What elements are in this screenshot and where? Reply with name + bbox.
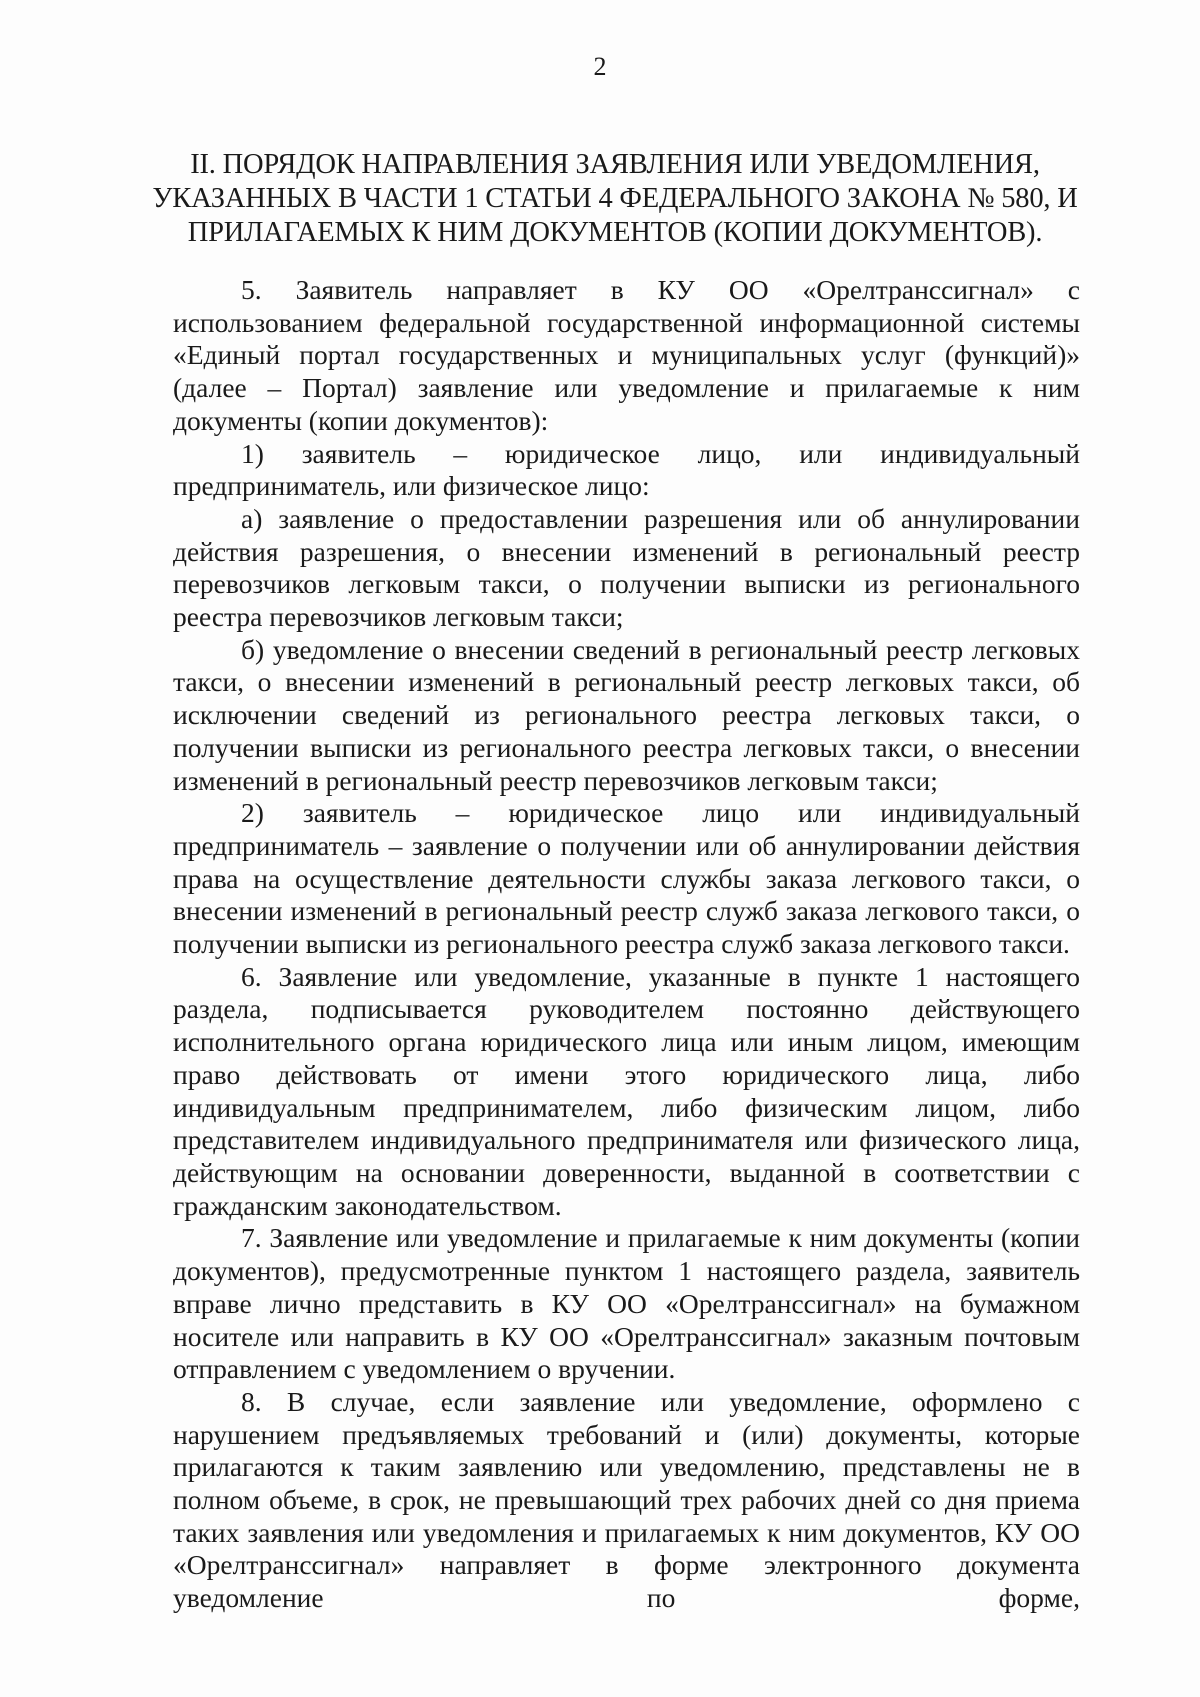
paragraph-5-1-b: б) уведомление о внесении сведений в региональный реестр легковых такси, о внесении изменений в региональный реестр легковых такси, об исключении сведений из регионального реестра легковых такси, о получении выписки из регионального реестра легковых такси, о внесении изменений в региональный реестр перевозчиков легковым такси; [173, 633, 1080, 796]
paragraph-5-2: 2) заявитель – юридическое лицо или индивидуальный предприниматель – заявление о получении или об аннулировании действия права на осуществление деятельности службы заказа легкового такси, о внесении изменений в региональный реестр служб заказа легкового такси, о получении выписки из регионального реестра служб заказа легкового такси. [173, 797, 1080, 960]
paragraph-5: 5. Заявитель направляет в КУ ОО «Орелтранссигнал» с использованием федеральной государственной информационной системы «Единый портал государственных и муниципальных услуг (функций)» (далее – Портал) заявление или уведомление и прилагаемые к ним документы (копии документов): [173, 274, 1080, 436]
heading-line: ПРИЛАГАЕМЫХ К НИМ ДОКУМЕНТОВ (КОПИИ ДОКУМЕНТОВ). [187, 217, 1043, 248]
page-number: 2 [593, 52, 607, 81]
paragraph-8: 8. В случае, если заявление или уведомление, оформлено с нарушением предъявляемых требований и (или) документы, которые прилагаются к таким заявлению или уведомлению, представлены не в полном объеме, в срок, не превышающий трех рабочих дней со дня приема таких заявления или уведомления и прилагаемых к ним документов, КУ ОО «Орелтранссигнал» направляет в форме электронного документа уведомление по форме, [173, 1385, 1080, 1614]
paragraph-7: 7. Заявление или уведомление и прилагаемые к ним документы (копии документов), предусмотренные пунктом 1 настоящего раздела, заявитель вправе лично представить в КУ ОО «Орелтранссигнал» на бумажном носителе или направить в КУ ОО «Орелтранссигнал» заказным почтовым отправлением с уведомлением о вручении. [173, 1222, 1080, 1385]
paragraph-5-1-a: а) заявление о предоставлении разрешения или об аннулировании действия разрешения, о внесении изменений в региональный реестр перевозчиков легковым такси, о получении выписки из регионального реестра перевозчиков легковым такси; [173, 502, 1080, 633]
paragraph-6: 6. Заявление или уведомление, указанные в пункте 1 настоящего раздела, подписывается руководителем постоянно действующего исполнительного органа юридического лица или иным лицом, имеющим право действовать от имени этого юридического лица, либо индивидуальным предпринимателем, либо физическим лицом, либо представителем индивидуального предпринимателя или физического лица, действующим на основании доверенности, выданной в соответствии с гражданским законодательством. [173, 960, 1080, 1221]
section-heading [150, 148, 1080, 250]
paragraph-5-1: 1) заявитель – юридическое лицо, или индивидуальный предприниматель, или физическое лицо: [173, 437, 1080, 502]
document-body [173, 274, 1080, 1615]
heading-line: II. ПОРЯДОК НАПРАВЛЕНИЯ ЗАЯВЛЕНИЯ ИЛИ УВЕДОМЛЕНИЯ, [190, 149, 1040, 180]
heading-line: УКАЗАННЫХ В ЧАСТИ 1 СТАТЬИ 4 ФЕДЕРАЛЬНОГО ЗАКОНА № 580, И [152, 183, 1078, 214]
